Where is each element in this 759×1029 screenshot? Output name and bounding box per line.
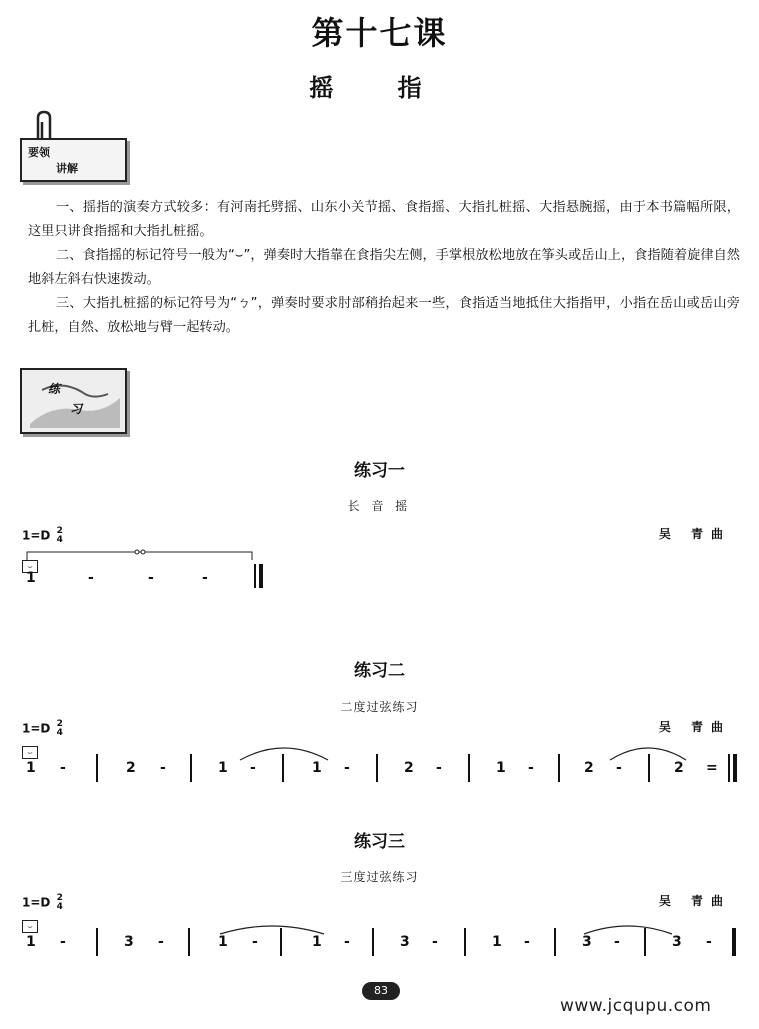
time-bottom: 4 <box>56 535 63 545</box>
note: 1 <box>26 934 36 950</box>
practice-line1: 练 <box>48 382 61 396</box>
watermark: www.jcqupu.com <box>560 996 712 1016</box>
note: - <box>202 570 208 586</box>
exercise-3-key <box>22 894 63 912</box>
barline <box>648 754 650 782</box>
exercise-1-staff <box>22 548 272 588</box>
key-signature: 1=D <box>22 895 51 910</box>
barline <box>558 754 560 782</box>
note: - <box>250 760 256 776</box>
note: - <box>614 934 620 950</box>
note: - <box>616 760 622 776</box>
note: 2 <box>404 760 414 776</box>
barline <box>96 928 98 956</box>
practice-tag <box>20 368 127 434</box>
note: 1 <box>492 934 502 950</box>
tremolo-mark-icon: ⌣ <box>22 920 38 933</box>
note: - <box>60 934 66 950</box>
final-barline <box>733 754 737 782</box>
note: 1 <box>218 760 228 776</box>
note: 1 <box>312 934 322 950</box>
barline <box>254 564 256 588</box>
exercise-1-title: 练习一 <box>354 461 405 481</box>
practice-line2: 习 <box>70 402 83 416</box>
key-points-tag <box>20 138 127 182</box>
barline <box>188 928 190 956</box>
slur-marks <box>22 916 742 936</box>
note: 3 <box>672 934 682 950</box>
note: 1 <box>218 934 228 950</box>
tremolo-line <box>22 548 272 562</box>
note: - <box>60 760 66 776</box>
time-top: 2 <box>56 526 63 536</box>
note: - <box>344 760 350 776</box>
note: - <box>706 934 712 950</box>
note: 2 <box>126 760 136 776</box>
tremolo-mark-icon: ⌣ <box>22 560 38 573</box>
note: - <box>252 934 258 950</box>
page-number: 83 <box>362 982 400 1000</box>
lesson-subtitle: 摇 指 <box>309 73 450 102</box>
note: = <box>706 760 718 776</box>
lesson-title: 第十七课 <box>311 14 448 52</box>
final-barline <box>259 564 263 588</box>
time-top: 2 <box>56 893 63 903</box>
note: 2 <box>584 760 594 776</box>
note: 1 <box>312 760 322 776</box>
exercise-1-composer: 吴 青曲 <box>658 527 731 541</box>
note: - <box>432 934 438 950</box>
note: 3 <box>400 934 410 950</box>
barline <box>282 754 284 782</box>
exercise-3-staff <box>22 916 742 960</box>
note: 2 <box>674 760 684 776</box>
time-top: 2 <box>56 719 63 729</box>
barline <box>280 928 282 956</box>
barline <box>728 754 730 782</box>
exercise-3-composer: 吴 青曲 <box>658 894 731 908</box>
tag-line2: 讲解 <box>56 162 78 175</box>
note: 1 <box>26 570 36 586</box>
note: - <box>344 934 350 950</box>
slur-marks <box>22 742 742 762</box>
time-bottom: 4 <box>56 902 63 912</box>
note: - <box>436 760 442 776</box>
exercise-3-title: 练习三 <box>354 832 405 852</box>
exercise-2-subtitle: 二度过弦练习 <box>340 700 419 714</box>
tag-line1: 要领 <box>28 146 50 159</box>
barline <box>190 754 192 782</box>
note: - <box>158 934 164 950</box>
tremolo-mark-icon: ⌣ <box>22 746 38 759</box>
key-signature: 1=D <box>22 528 51 543</box>
paragraph-2: 二、食指摇的标记符号一般为“⌣”，弹奏时大指靠在食指尖左侧，手掌根放松地放在筝头或岳山上，食指随着旋律自然地斜左斜右快速拨动。 <box>28 248 740 287</box>
note: 3 <box>124 934 134 950</box>
barline <box>464 928 466 956</box>
note: - <box>88 570 94 586</box>
barline <box>372 928 374 956</box>
note: - <box>148 570 154 586</box>
final-barline <box>732 928 736 956</box>
exercise-2-key <box>22 720 63 738</box>
barline <box>376 754 378 782</box>
barline <box>644 928 646 956</box>
barline <box>554 928 556 956</box>
key-signature: 1=D <box>22 721 51 736</box>
note: 1 <box>496 760 506 776</box>
note: 3 <box>582 934 592 950</box>
paragraph-1: 一、摇指的演奏方式较多：有河南托劈摇、山东小关节摇、食指摇、大指扎桩摇、大指悬腕摇，由于本书篇幅所限，这里只讲食指摇和大指扎桩摇。 <box>28 200 740 239</box>
barline <box>96 754 98 782</box>
explanation-text <box>28 196 740 340</box>
exercise-2-staff <box>22 742 742 786</box>
exercise-1-subtitle: 长 音 摇 <box>347 499 412 513</box>
barline <box>468 754 470 782</box>
exercise-2-composer: 吴 青曲 <box>658 720 731 734</box>
note: - <box>160 760 166 776</box>
paragraph-3: 三、大指扎桩摇的标记符号为“ㄅ”，弹奏时要求肘部稍抬起来一些，食指适当地抵住大指指甲，小指在岳山或岳山旁扎桩，自然、放松地与臂一起转动。 <box>28 296 740 335</box>
note: - <box>528 760 534 776</box>
time-bottom: 4 <box>56 728 63 738</box>
exercise-2-title: 练习二 <box>354 661 405 681</box>
note: - <box>524 934 530 950</box>
exercise-1-key <box>22 527 63 545</box>
note: 1 <box>26 760 36 776</box>
exercise-3-subtitle: 三度过弦练习 <box>340 870 419 884</box>
